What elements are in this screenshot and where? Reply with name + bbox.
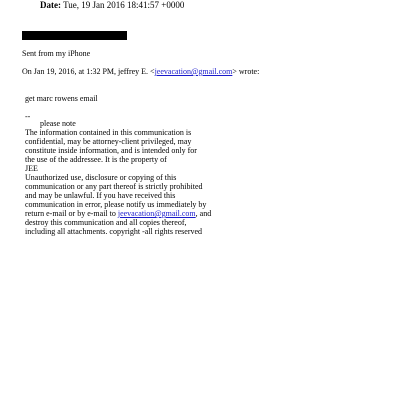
- sent-from-line: Sent from my iPhone: [22, 49, 91, 58]
- disclaimer-line: constitute inside information, and is intended only for: [25, 146, 197, 155]
- notify-email-link[interactable]: jeevacation@gmail.com: [117, 209, 196, 218]
- disclaimer-line: The information contained in this communication is: [25, 128, 192, 137]
- notify-line: [25, 209, 211, 218]
- date-label: Date:: [40, 0, 61, 10]
- disclaimer-line: including all attachments. copyright -all rights reserved: [25, 227, 203, 236]
- message-text: get marc rowens email: [25, 94, 98, 103]
- quote-suffix: > wrote:: [232, 67, 260, 76]
- notify-prefix: return e-mail or by e-mail to: [25, 209, 118, 218]
- disclaimer-line: and may be unlawful. If you have received this: [25, 191, 176, 200]
- date-value: Tue, 19 Jan 2016 18:41:57 +0000: [63, 0, 185, 10]
- quote-prefix: On Jan 19, 2016, at 1:32 PM, jeffrey E. <: [22, 67, 155, 76]
- quote-attribution: [22, 67, 259, 76]
- disclaimer-line: Unauthorized use, disclosure or copying of this: [25, 173, 177, 182]
- disclaimer-line: the use of the addressee. It is the property of: [25, 155, 167, 164]
- disclaimer-line: communication or any part thereof is strictly prohibited: [25, 182, 203, 191]
- disclaimer-line: JEE: [25, 164, 38, 173]
- quote-email-link[interactable]: jeevacation@gmail.com: [154, 67, 233, 76]
- redaction-bar: [22, 31, 127, 40]
- date-header: [40, 0, 184, 10]
- disclaimer-line: confidential, may be attorney-client privileged, may: [25, 137, 192, 146]
- please-note: please note: [40, 119, 76, 128]
- signature-separator: --: [25, 112, 31, 121]
- disclaimer-line: communication in error, please notify us immediately by: [25, 200, 207, 209]
- notify-suffix: , and: [195, 209, 212, 218]
- disclaimer-line: destroy this communication and all copies thereof,: [25, 218, 187, 227]
